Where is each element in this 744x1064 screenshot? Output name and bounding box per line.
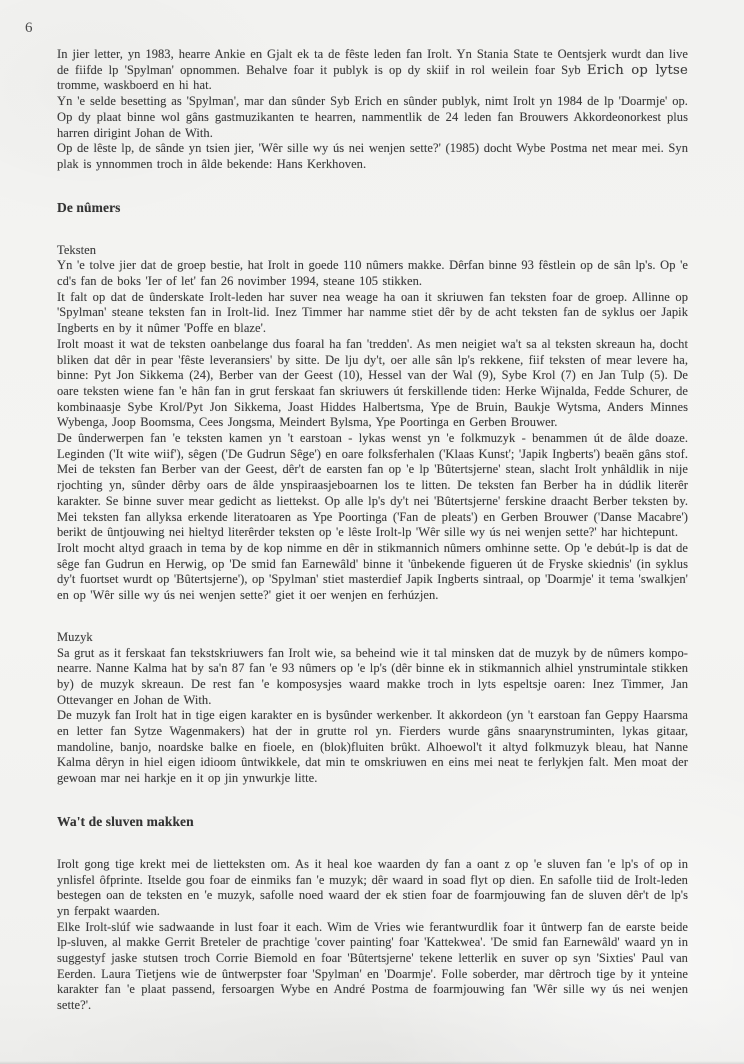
paragraph-teksten-3: Irolt moast it wat de teksten oanbelange dus foaral ha fan 'tredden'. As men neigiet wa't sa al teksten skreaun ha, docht bliken dat dêr in pear 'fêste leveransiers' by sitte. De lju dy't, oer alle sân lp's rekkene, fiif teksten of mear levere ha, binne: Pyt Jon Sikkema (24), Berber van der Geest (10), Hessel van der Wal (9), Sybe Krol (7) en Jan Tulp (5). De oare teksten wiene fan 'e hân fan in grut ferskaat fan skriuwers út ferskillende tiden: Herke Wijnalda, Fedde Schurer, de kombinaasje Sybe Krol/Pyt Jon Sikkema, Joast Hiddes Halbertsma, Ype de Bruin, Baukje Wytsma, Anders Minnes Wybenga, Joop Boomsma, Cees Jongsma, Meindert Bylsma, Ype Poortinga en Gerben Brouwer. bbox=[57, 336, 688, 430]
paragraph-intro-1-font-switch: Erich op lytse bbox=[586, 62, 688, 78]
paragraph-intro-1-start: In jier letter, yn 1983, hearre Ankie en Gjalt ek ta de fêste leden fan Irolt. Yn Stania State te Oentsjerk wurdt dan live de fiifde lp 'Spylman' opnommen. Behalve foar it publyk is op dy skiif in rol weilein foar Syb bbox=[57, 47, 688, 77]
paragraph-intro-1-end: tromme, waskboerd en hi hat. bbox=[57, 78, 212, 93]
paragraph-teksten-1: Yn 'e tolve jier dat de groep bestie, hat Irolt in goede 110 nûmers makke. Dêrfan binne 93 fêstlein op de sân lp's. Op 'e cd's fan de boks 'Ier of let' fan 26 novimber 1994, steane 105 stikken. bbox=[57, 258, 688, 289]
section-heading-sleeves: Wa't de sluven makken bbox=[57, 813, 194, 829]
paragraph-intro-1 bbox=[57, 47, 688, 94]
paragraph-muzyk-1: Sa grut as it ferskaat fan tekstskriuwers fan Irolt wie, sa beheind wie it tal minsken dat de muzyk by de nûmers kompo-nearre. Nanne Kalma hat by sa'n 87 fan 'e 93 nûmers op 'e lp's (dêr binne ek in stikmannich alhiel ynstrumintale stikken by) de muzyk skreaun. De rest fan 'e komposysjes waard makke troch in lyts espeltsje oaren: Inez Timmer, Jan Ottevanger en Johan de With. bbox=[57, 645, 688, 707]
paragraph-teksten-2: It falt op dat de ûnderskate Irolt-leden har suver nea weage ha oan it skriuwen fan teksten foar de groep. Allinne op 'Spylman' steane teksten fan in Irolt-lid. Inez Timmer har namme stiet dêr by de acht teksten fan de syklus oer Japik Ingberts en by it nûmer 'Poffe en blaze'. bbox=[57, 289, 688, 336]
paragraph-intro-3: Op de lêste lp, de sânde yn tsien jier, 'Wêr sille wy ús nei wenjen sette?' (1985) docht Wybe Postma net mear mei. Syn plak is ynnommen troch in âlde bekende: Hans Kerkhoven. bbox=[57, 141, 688, 171]
paragraph-sleeves-2: Elke Irolt-slúf wie sadwaande in lust foar it each. Wim de Vries wie ferantwurdlik foar it ûntwerp fan de earste beide lp-sluven, al makke Gerrit Breteler de prachtige 'cover painting' foar 'Kattekwea'. 'De smid fan Earnewâld' waard yn in suggestyf jaske stutsen troch Corrie Biemold en foar 'Bûtertsjerne' tekene letterlik en suver op syn 'Sixties' Paul van Eerden. Laura Tietjens wie de ûntwerpster foar 'Spylman' en 'Doarmje'. Folle soberder, mar dêrtroch tige by it ynteine karakter fan 'e plaat passend, fersoargen Wybe en André Postma de foarmjouwing fan 'Wêr sille wy ús nei wenjen sette?'. bbox=[57, 919, 688, 1013]
paragraph-sleeves-1: Irolt gong tige krekt mei de lietteksten om. As it heal koe waarden dy fan a oant z op 'e sluven fan 'e lp's of op in ynlisfel ôfprinte. Itselde gou foar de einmiks fan 'e muzyk; dêr waard in soad flyt op dien. En safolle tiid de Irolt-leden bestegen oan de teksten en 'e muzyk, safolle noed waard der ek stien foar de foarmjouwing fan de sluven dêr't de lp's yn ferpakt waarden. bbox=[57, 856, 688, 918]
section-heading-numbers: De nûmers bbox=[57, 199, 121, 215]
paragraph-intro-2: Yn 'e selde besetting as 'Spylman', mar dan sûnder Syb Erich en sûnder publyk, nimt Irolt yn 1984 de lp 'Doarmje' op. Op dy plaat binne wol gâns gastmuzikanten te hearren, nammentlik de 24 leden fan Brouwers Akkordeonorkest plus harren dirigint Johan de With. bbox=[57, 94, 688, 140]
paragraph-muzyk-2: De muzyk fan Irolt hat in tige eigen karakter en is bysûnder werkenber. It akkordeon (yn 't earstoan fan Geppy Haarsma en letter fan Sytze Wagenmakers) hat der in grutte rol yn. Fierders wurde gâns snaarynstruminten, lykas gitaar, mandoline, banjo, noardske balke en fioele, en (blok)fluiten brûkt. Alhoewol't it altyd folkmuzyk bleau, hat Nanne Kalma dêryn in hiel eigen idioom ûntwikkele, dat min te omskriuwen en eins mei neat te ferlykjen falt. Men moat der gewoan mar nei harkje en it op jin ynwurkje litte. bbox=[57, 708, 688, 786]
subsection-label-muzyk: Muzyk bbox=[57, 629, 93, 644]
paragraph-teksten-5: Irolt mocht altyd graach in tema by de kop nimme en dêr in stikmannich nûmers omhinne sette. Op 'e debút-lp is dat de sêge fan Gudrun en Herwig, op 'De smid fan Earnewâld' binne it 'ûnbekende figueren út de Fryske skiednis' (in syklus dy't fuortset wurdt op 'Bûtertsjerne'), op 'Spylman' stiet masterdief Japik Ingberts sintraal, op 'Doarmje' it tema 'swalkjen' en op 'Wêr sille wy ús nei wenjen sette?' giet it oer wenjen en ferhúzjen. bbox=[57, 540, 688, 603]
paragraph-teksten-4: De ûnderwerpen fan 'e teksten kamen yn 't earstoan - lykas wenst yn 'e folkmuzyk - benammen út de âlde doaze. Leginden ('It wite wiif'), sêgen ('De Gudrun Sêge') en oare folksferhalen ('Klaas Kunst'; 'Japik Ingberts') beaën gâns stof. Mei de teksten fan Berber van der Geest, dêr't de earsten fan op 'e lp 'Bûtertsjerne' stean, slacht Irolt ynhâldlik in nije rjochting yn, sûnder dêrby oars de âlde ynspiraasjeboarnen los te litten. De teksten fan Berber ha in dúdlik literêr karakter. Se binne suver mear gedicht as liettekst. Op alle lp's dy't nei 'Bûtertsjerne' ferskine draacht Berber teksten by. Mei teksten fan allyksa erkende literatoaren as Ype Poortinga ('Fan de pleats') en Gerben Brouwer ('Danse Macabre') berikt de ûntjouwing nei hieltyd literêrder teksten op 'e lêste Irolt-lp 'Wêr sille wy ús nei wenjen sette?' har hichtepunt. bbox=[57, 431, 688, 540]
page-number: 6 bbox=[25, 20, 33, 36]
page-text-column bbox=[57, 47, 688, 1014]
subsection-label-teksten: Teksten bbox=[57, 242, 97, 257]
